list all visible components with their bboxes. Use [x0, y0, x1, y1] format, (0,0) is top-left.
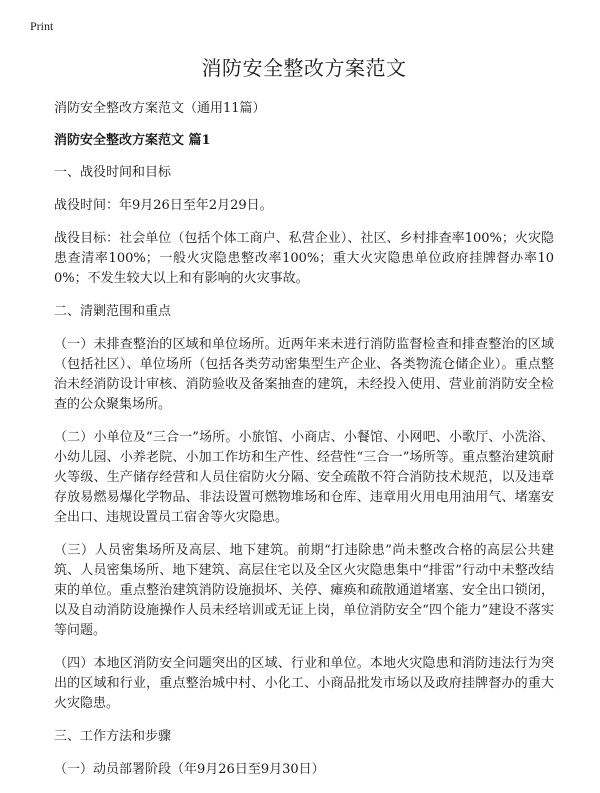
paragraph-scope-3: （三）人员密集场所及高层、地下建筑。前期“打违除患”尚未整改合格的高层公共建筑、人员密集场所、地下建筑、高层住宅以及全区火灾隐患集中“排雷”行动中未整改结束的单位。重点整治建筑消防设施损坏、关停、瘫痪和疏散通道堵塞、安全出口锁闭，以及自动消防设施操作人员未经培训或无证上岗，单位消防安全“四个能力”建设不落实等问题。: [54, 543, 554, 638]
print-link[interactable]: Print: [30, 19, 54, 33]
heading-campaign-time: 一、战役时间和目标: [54, 165, 172, 180]
paragraph-scope-2: （二）小单位及“三合一”场所。小旅馆、小商店、小餐馆、小网吧、小歌厅、小洗浴、小幼儿园、小养老院、小加工作坊和生产性、经营性“三合一”场所等。重点整治建筑耐火等级、生产储存经营和人员住宿防火分隔、安全疏散不符合消防技术规范，以及违章存放易燃易爆化学物品、非法设置可燃物堆场和仓库、违章用火用电用油用气、堵塞安全出口、违规设置员工宿舍等火灾隐患。: [54, 430, 554, 525]
document-body: [54, 52, 554, 793]
heading-scope: 二、清剿范围和重点: [54, 304, 172, 319]
heading-methods: 三、工作方法和步骤: [54, 729, 172, 744]
paragraph-scope-1: （一）未排查整治的区域和单位场所。近两年来未进行消防监督检查和排查整治的区域（包括社区）、单位场所（包括各类劳动密集型生产企业、各类物流仓储企业）。重点整治未经消防设计审核、消防验收及备案抽查的建筑，未经投入使用、营业前消防安全检查的公众聚集场所。: [54, 337, 554, 412]
section-heading: 消防安全整改方案范文 篇1: [54, 133, 211, 148]
paragraph-campaign-goal: 战役目标：社会单位（包括个体工商户、私营企业）、社区、乡村排查率100%；火灾隐患查清率100%；一般火灾隐患整改率100%；重大火灾隐患单位政府挂牌督办率100%；不发生较大以上和有影响的火灾事故。: [54, 231, 554, 286]
paragraph-methods-1: （一）动员部署阶段（年9月26日至9月30日）: [54, 762, 325, 777]
paragraph-campaign-time: 战役时间：年9月26日至年2月29日。: [54, 198, 273, 213]
paragraph-scope-4: （四）本地区消防安全问题突出的区域、行业和单位。本地火灾隐患和消防违法行为突出的区域和行业，重点整治城中村、小化工、小商品批发市场以及政府挂牌督办的重大火灾隐患。: [54, 656, 554, 711]
document-subtitle: 消防安全整改方案范文（通用11篇）: [54, 101, 266, 116]
document-title: 消防安全整改方案范文: [201, 56, 407, 80]
